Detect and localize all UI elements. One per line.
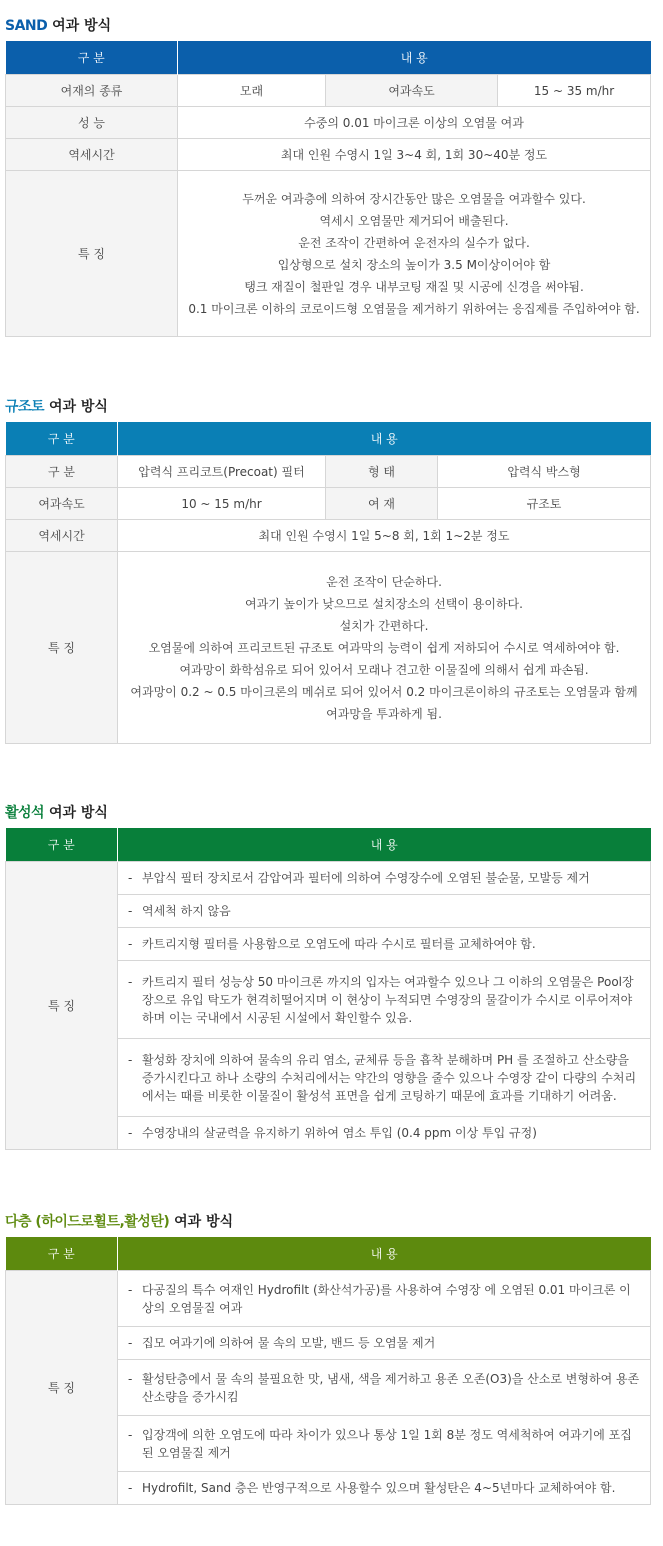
list-item [118,1472,651,1505]
multi-section-title [5,1211,650,1233]
list-item [118,1360,651,1416]
activated-table-header [6,828,651,862]
feature-line: 여과망이 화학섬유로 되어 있어서 모래나 견고한 이물질에 의해서 쉽게 파손됨. [179,662,589,677]
dash: - [128,1282,133,1297]
sand-title-highlight: SAND [5,18,48,34]
header-content: 내 용 [118,828,651,862]
activated-table [5,828,651,1150]
header-category: 구 분 [47,432,75,446]
activated-title-rest: 여과 방식 [44,805,108,821]
diatom-section-title [5,396,650,418]
feature-line: 입상형으로 설치 장소의 높이가 3.5 M이상이어야 함 [277,257,551,272]
sand-table-header [6,41,651,75]
cell-value: 압력식 프리코트(Precoat) 필터 [118,456,326,488]
row-label: 특 징 [6,552,118,744]
table-row [6,107,651,139]
dash: - [128,1371,133,1386]
table-row [6,456,651,488]
multi-title-highlight: 다층 (하이드로휠트,활성탄) [5,1214,170,1230]
list-item [118,1117,651,1150]
table-row [6,862,651,895]
item-text: 다공질의 특수 여재인 Hydrofilt (화산석가공)를 사용하여 수영장 에 오염된 0.01 마이크론 이상의 오염물질 여과 [142,1282,631,1315]
multi-table-header [6,1237,651,1271]
item-text: 역세척 하지 않음 [142,904,231,918]
sand-section-title [5,15,650,37]
cell-value: 10 ~ 15 m/hr [118,488,326,520]
multi-title-rest: 여과 방식 [169,1214,234,1230]
dash: - [128,1336,133,1350]
list-item [118,1271,651,1327]
diatom-section [5,396,650,744]
diatom-table [5,422,651,744]
header-category: 구 분 [47,838,75,852]
multi-section [5,1211,650,1505]
header-content: 내 용 [118,1237,651,1271]
item-text: 카트리지 필터 성능상 50 마이크론 까지의 입자는 여과할수 있으나 그 이하의 오염물은 Pool장 장으로 유입 탁도가 현격히떨어지며 이 현상이 누적되면 수영장의 물갈이가 수시로 이루어져야 하며 이는 국내에서 시공된 시설에서 확인할수 있음. [142,974,634,1025]
table-row [6,75,651,107]
multi-table [5,1237,651,1505]
row-label: 역세시간 [6,139,178,171]
row-label: 특 징 [6,1271,118,1505]
row-label: 여 재 [326,488,438,520]
feature-line: 오염물에 의하여 프리코트된 규조토 여과막의 능력이 쉽게 저하되어 수시로 역세하여야 함. [148,640,620,655]
list-item [118,961,651,1039]
feature-line: 여과망이 0.2 ~ 0.5 마이크론의 메쉬로 되어 있어서 0.2 마이크론이하의 규조토는 오염물과 함께 [130,684,638,699]
table-row [6,552,651,744]
dash: - [128,1052,133,1067]
dash: - [128,937,133,951]
header-content: 내 용 [178,41,651,75]
row-label: 성 능 [6,107,178,139]
cell-value: 수중의 0.01 마이크론 이상의 오염물 여과 [178,107,651,139]
list-item [118,928,651,961]
table-row [6,488,651,520]
item-text: 카트리지형 필터를 사용함으로 오염도에 따라 수시로 필터를 교체하여야 함. [142,937,536,951]
sand-table [5,41,651,337]
item-text: Hydrofilt, Sand 층은 반영구적으로 사용할수 있으며 활성탄은 4~5년마다 교체하여야 함. [142,1481,616,1495]
dash: - [128,871,133,885]
header-content: 내 용 [118,422,651,456]
list-item [118,862,651,895]
table-row [6,139,651,171]
feature-line: 역세시 오염물만 제거되어 배출된다. [319,213,509,228]
cell-value: 최대 인원 수영시 1일 3~4 회, 1회 30~40분 정도 [178,139,651,171]
row-label: 형 태 [326,456,438,488]
features-cell [178,171,651,337]
cell-value: 15 ~ 35 m/hr [498,75,651,107]
row-label: 여과속도 [6,488,118,520]
row-label: 여과속도 [326,75,498,107]
table-row [6,1271,651,1327]
activated-section [5,802,650,1150]
cell-value: 규조토 [438,488,651,520]
list-item [118,895,651,928]
table-row [6,171,651,337]
feature-line: 운전 조작이 단순하다. [326,574,442,589]
table-row [6,520,651,552]
feature-line: 여과기 높이가 낮으므로 설치장소의 선택이 용이하다. [245,596,523,611]
cell-value: 모래 [178,75,326,107]
list-item [118,1039,651,1117]
feature-line: 여과망을 투과하게 됨. [326,706,442,721]
item-text: 활성탄층에서 물 속의 불필요한 맛, 냄새, 색을 제거하고 용존 오존(O3)을 산소로 변형하여 용존 산소량을 증가시킴 [142,1371,640,1404]
item-text: 부압식 필터 장치로서 감압여과 필터에 의하여 수영장수에 오염된 불순물, 모발등 제거 [142,871,590,885]
dash: - [128,1481,133,1495]
row-label: 특 징 [6,862,118,1150]
header-category: 구 분 [77,51,105,65]
item-text: 입장객에 의한 오염도에 따라 차이가 있으나 통상 1일 1회 8분 정도 역세척하여 여과기에 포집된 오염물질 제거 [142,1427,632,1460]
list-item [118,1327,651,1360]
activated-section-title [5,802,650,824]
feature-line: 설치가 간편하다. [339,618,429,633]
row-label: 역세시간 [6,520,118,552]
feature-line: 두꺼운 여과층에 의하여 장시간동안 많은 오염물을 여과할수 있다. [242,191,586,206]
feature-line: 0.1 마이크론 이하의 코로이드형 오염물을 제거하기 위하여는 응집제를 주입하여야 함. [188,301,640,316]
header-category: 구 분 [47,1247,75,1261]
cell-value: 최대 인원 수영시 1일 5~8 회, 1회 1~2분 정도 [118,520,651,552]
item-text: 수영장내의 살균력을 유지하기 위하여 염소 투입 (0.4 ppm 이상 투입 규정) [142,1126,537,1140]
dash: - [128,904,133,918]
features-cell [118,552,651,744]
diatom-title-rest: 여과 방식 [44,399,108,415]
row-label: 여재의 종류 [6,75,178,107]
row-label: 특 징 [6,171,178,337]
item-text: 집모 여과기에 의하여 물 속의 모발, 밴드 등 오염물 제거 [142,1336,436,1350]
row-label: 구 분 [6,456,118,488]
sand-section [5,15,650,337]
cell-value: 압력식 박스형 [438,456,651,488]
feature-line: 운전 조작이 간편하여 운전자의 실수가 없다. [298,235,530,250]
sand-title-rest: 여과 방식 [47,18,112,34]
activated-title-highlight: 활성석 [5,805,45,821]
list-item [118,1416,651,1472]
feature-line: 탱크 재질이 철판일 경우 내부코팅 재질 및 시공에 신경을 써야됨. [244,279,584,294]
diatom-title-highlight: 규조토 [5,399,45,415]
dash: - [128,974,133,989]
item-text: 활성화 장치에 의하여 물속의 유리 염소, 균체류 등을 흡착 분해하며 PH 를 조절하고 산소량을 증가시킨다고 하나 소량의 수처리에서는 약간의 영향을 줄수 있으나 수영장 같이 다량의 수처리에서는 때를 비롯한 이물질이 활성석 표면을 쉽게 코팅하기 때문에 효과를 기대하기 어려움. [142,1052,637,1103]
diatom-table-header [6,422,651,456]
dash: - [128,1427,133,1442]
dash: - [128,1126,133,1140]
